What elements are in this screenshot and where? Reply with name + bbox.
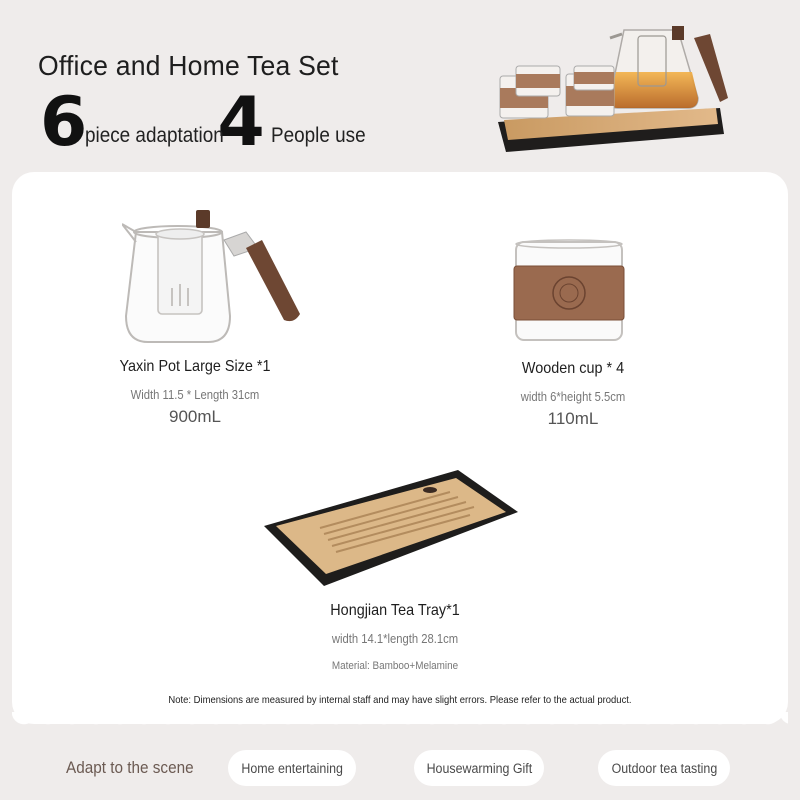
cup-dimensions: width 6*height 5.5cm	[520, 390, 626, 404]
scene-tag-outdoor-tea-tasting[interactable]: Outdoor tea tasting	[598, 750, 730, 786]
people-count: 4	[217, 83, 263, 162]
people-use-text: People use	[270, 124, 366, 147]
page-title: Office and Home Tea Set	[38, 50, 339, 81]
teapot-product	[90, 358, 300, 427]
scene-label: Adapt to the scene	[66, 758, 194, 777]
card-scalloped-edge	[12, 712, 788, 734]
headline	[40, 83, 376, 162]
tea-set-hero-image	[492, 12, 762, 160]
tray-name: Hongjian Tea Tray*1	[330, 602, 460, 619]
teapot-capacity: 900mL	[169, 407, 221, 426]
scene-tag-home-entertaining[interactable]: Home entertaining	[228, 750, 356, 786]
teapot-name: Yaxin Pot Large Size *1	[119, 358, 271, 375]
teapot-image	[122, 204, 306, 344]
wooden-cup-image	[510, 238, 628, 344]
tray-material: Material: Bamboo+Melamine	[331, 660, 459, 672]
dimension-note: Note: Dimensions are measured by internal staff and may have slight errors. Please refer to the actual product.	[168, 694, 632, 706]
cup-product	[468, 360, 678, 429]
scene-tag-housewarming-gift[interactable]: Housewarming Gift	[414, 750, 544, 786]
tray-product	[280, 602, 510, 672]
cup-capacity: 110mL	[547, 409, 599, 428]
tray-dimensions: width 14.1*length 28.1cm	[331, 632, 459, 646]
piece-adaptation-text: piece adaptation	[85, 124, 225, 147]
tea-tray-image	[262, 466, 520, 590]
piece-count: 6	[40, 83, 86, 162]
cup-name: Wooden cup * 4	[521, 360, 625, 377]
teapot-dimensions: Width 11.5 * Length 31cm	[130, 388, 260, 402]
